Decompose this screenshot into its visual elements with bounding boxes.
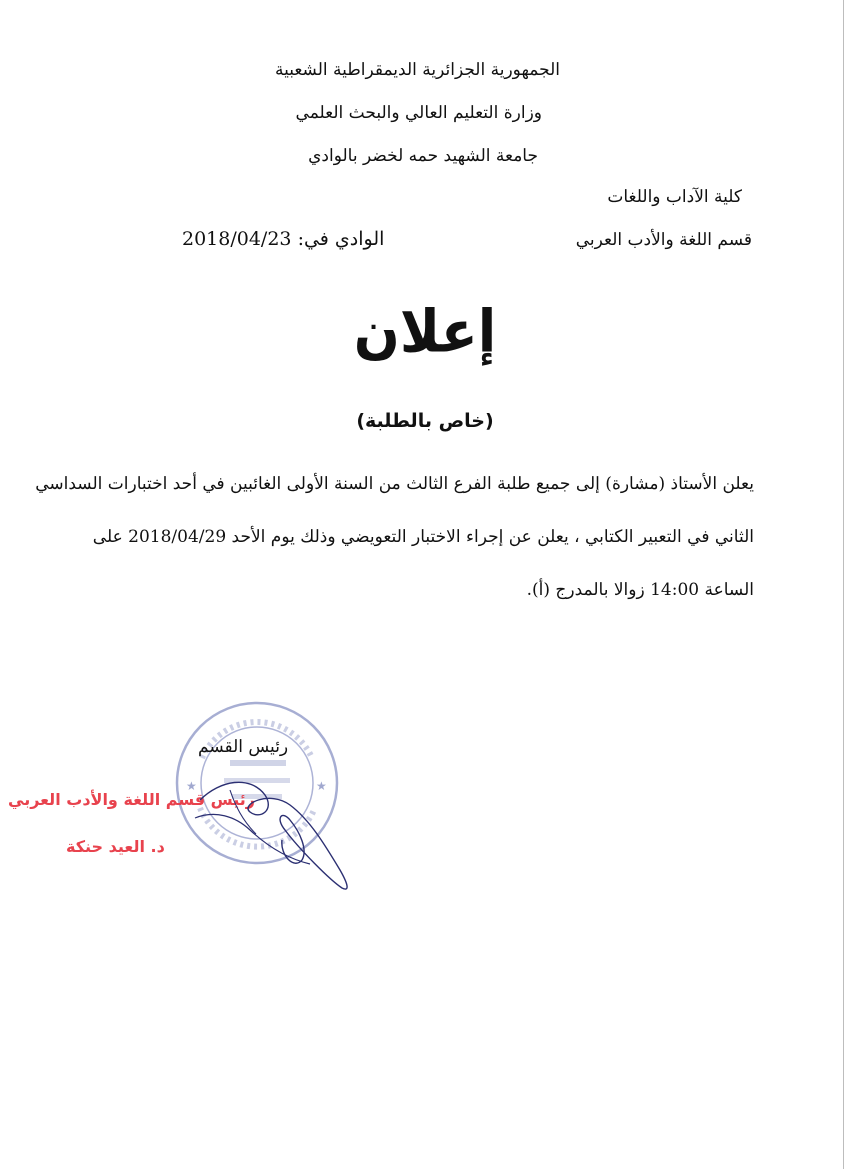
header-ministry: وزارة التعليم العالي والبحث العلمي <box>295 103 542 123</box>
announcement-title: إعلان <box>353 297 497 366</box>
body-line: يعلن الأستاذ (مشارة) إلى جميع طلبة الفرع الثالث من السنة الأولى الغائبين في أحد اختبارات السداسي <box>35 474 754 494</box>
announcement-body <box>35 458 754 617</box>
svg-text:★: ★ <box>186 779 197 793</box>
date-label: الوادي في: <box>297 228 385 250</box>
stamp-person-name: د. العيد حنكة <box>66 837 165 856</box>
header-university: جامعة الشهيد حمه لخضر بالوادي <box>308 146 538 166</box>
signature-title: رئيس القسم <box>198 737 289 757</box>
stamp-department-name: رئيس قسم اللغة والأدب العربي <box>8 790 256 809</box>
handwritten-signature <box>190 760 360 900</box>
department-name: قسم اللغة والأدب العربي <box>575 230 752 250</box>
date-line <box>182 228 384 250</box>
faculty-name: كلية الآداب واللغات <box>607 187 742 207</box>
date-value: 2018/04/23 <box>182 228 292 250</box>
announcement-subtitle: (خاص بالطلبة) <box>356 410 494 432</box>
body-line: الساعة 14:00 زوالا بالمدرج (أ). <box>526 580 754 600</box>
header-country: الجمهورية الجزائرية الديمقراطية الشعبية <box>274 60 560 80</box>
scan-edge-line <box>843 0 844 1169</box>
svg-text:★: ★ <box>316 779 327 793</box>
body-line: الثاني في التعبير الكتابي ، يعلن عن إجراء الاختبار التعويضي وذلك يوم الأحد 2018/04/29 على <box>92 527 754 547</box>
